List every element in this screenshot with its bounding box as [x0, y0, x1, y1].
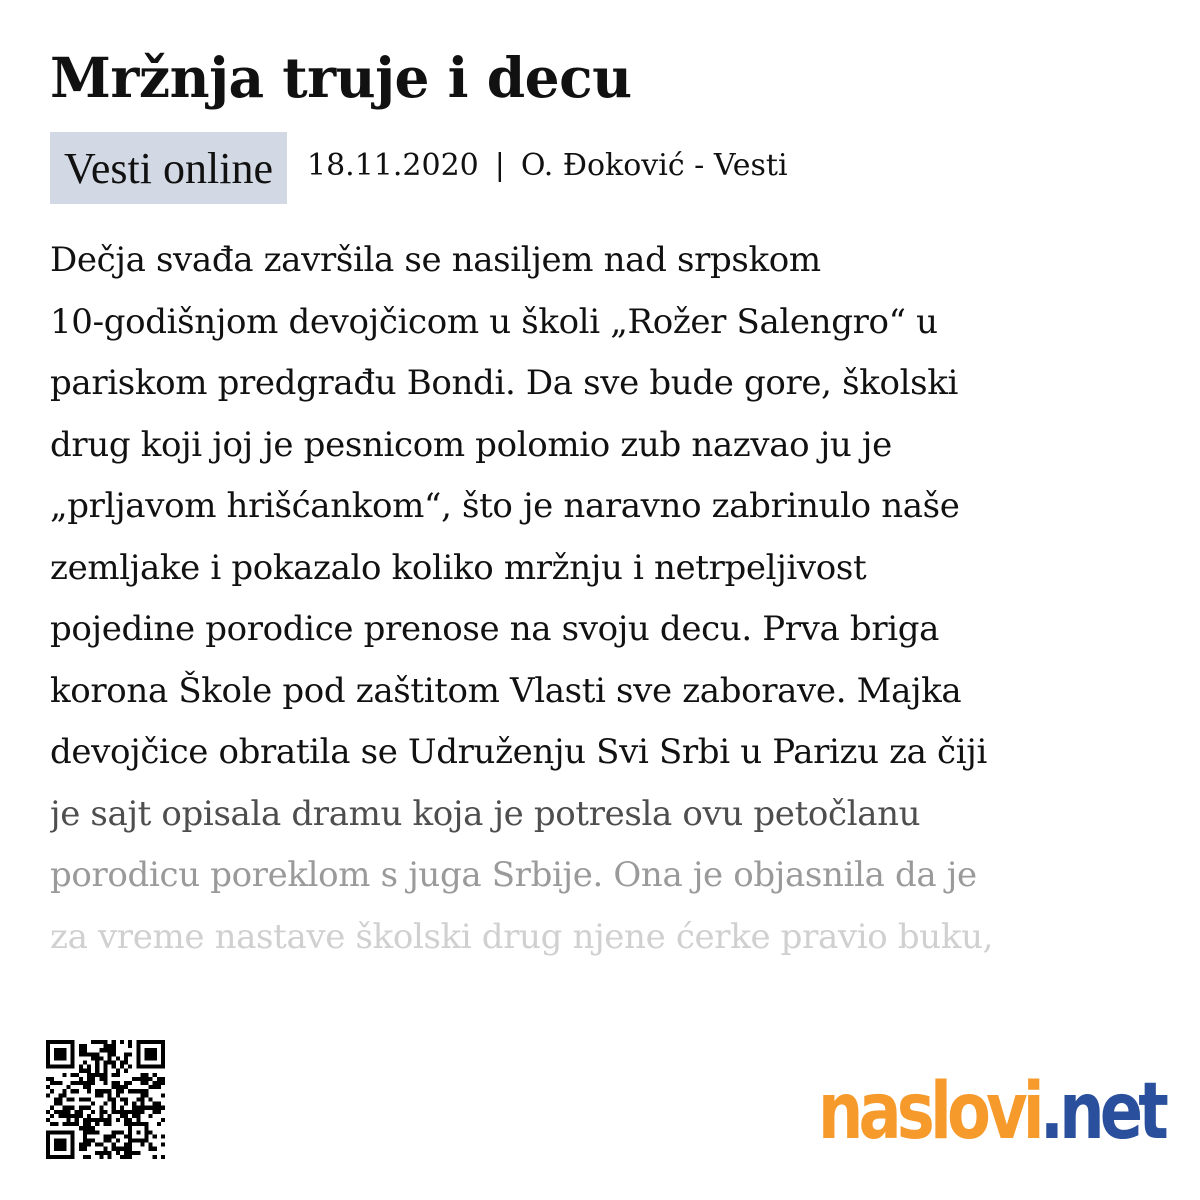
body-line: porodicu poreklom s juga Srbije. Ona je objasnila da je — [50, 855, 977, 895]
article-body — [50, 230, 1150, 990]
body-line: pariskom predgrađu Bondi. Da sve bude gore, školski — [50, 363, 958, 403]
logo-naslovi: naslovi — [818, 1067, 1040, 1157]
body-line: korona Škole pod zaštitom Vlasti sve zaborave. Majka — [50, 670, 962, 711]
body-line: je sajt opisala dramu koja je potresla ovu petočlanu — [50, 793, 921, 834]
article-date: 18.11.2020 — [306, 148, 479, 183]
body-line: za vreme nastave školski drug njene ćerke pravio buku, — [50, 916, 994, 957]
article-author: O. Đoković - Vesti — [520, 148, 788, 183]
logo-net: .net — [1039, 1067, 1164, 1157]
meta-separator: | — [494, 148, 505, 183]
naslovi-logo[interactable] — [818, 1060, 1164, 1164]
article-page — [50, 0, 1150, 1200]
body-line: devojčice obratila se Udruženju Svi Srbi u Parizu za čiji — [50, 732, 987, 772]
body-line: „prljavom hrišćankom“, što je naravno zabrinulo naše — [50, 486, 960, 526]
body-line: drug koji joj je pesnicom polomio zub nazvao ju je — [50, 424, 892, 465]
article-meta — [50, 132, 788, 204]
source-badge[interactable]: Vesti online — [50, 132, 287, 204]
article-title: Mržnja truje i decu — [50, 45, 632, 110]
meta-info — [307, 132, 788, 200]
qr-code-icon[interactable] — [46, 1040, 165, 1159]
body-line: Dečja svađa završila se nasiljem nad srpskom — [50, 240, 821, 280]
body-line: pojedine porodice prenose na svoju decu. Prva briga — [50, 609, 940, 649]
body-line: 10-godišnjom devojčicom u školi „Rožer Salengro“ u — [50, 301, 938, 342]
body-line: zemljake i pokazalo koliko mržnju i netrpeljivost — [50, 547, 867, 588]
